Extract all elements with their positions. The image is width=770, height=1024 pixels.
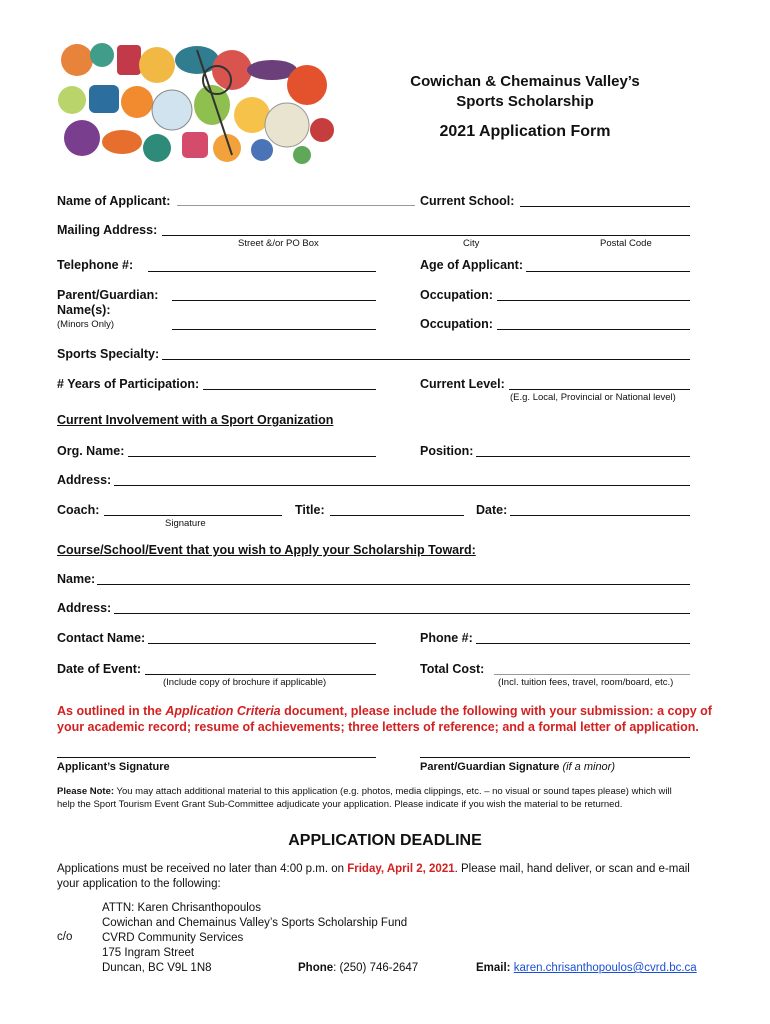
applicant-signature-field[interactable] [57, 757, 376, 758]
contact-phone: Phone: (250) 746-2647 [298, 962, 419, 974]
position-label: Position: [420, 444, 474, 458]
org-address-label: Address: [57, 473, 112, 487]
current-school-field[interactable] [520, 206, 690, 207]
contact-name-label: Contact Name: [57, 631, 146, 645]
form-title-line2: Sports Scholarship [456, 93, 594, 110]
contact-email: Email: karen.chrisanthopoulos@cvrd.bc.ca [476, 962, 697, 974]
occupation-label-1: Occupation: [420, 288, 493, 302]
please-note: Please Note: You may attach additional material to this application (e.g. photos, media clippings, etc. – no visual or sound tapes please) which will help the Sport Tourism Event Grant Sub-Committee adjudicate your application. Please indicate if you wish the material to be returned. [57, 786, 672, 810]
sports-collage-logo [57, 40, 337, 165]
postal-hint: Postal Code [600, 238, 652, 249]
course-phone-field[interactable] [476, 643, 690, 644]
course-address-label: Address: [57, 601, 112, 615]
coach-signature-field[interactable] [104, 515, 282, 516]
position-field[interactable] [476, 456, 690, 457]
guardian-names-label: Name(s): [57, 303, 111, 317]
coach-date-label: Date: [476, 503, 508, 517]
applicant-name-label: Name of Applicant: [57, 194, 171, 208]
org-name-field[interactable] [128, 456, 376, 457]
years-participation-label: # Years of Participation: [57, 377, 200, 391]
course-phone-label: Phone #: [420, 631, 473, 645]
occupation-field-1[interactable] [497, 300, 690, 301]
coach-signature-hint: Signature [165, 518, 206, 529]
age-label: Age of Applicant: [420, 258, 524, 272]
applicant-signature-label: Applicant’s Signature [57, 761, 170, 773]
sports-specialty-label: Sports Specialty: [57, 347, 160, 361]
coach-title-field[interactable] [330, 515, 464, 516]
course-name-field[interactable] [97, 584, 690, 585]
deadline-date: Friday, April 2, 2021 [347, 863, 455, 875]
course-address-field[interactable] [114, 613, 690, 614]
involvement-heading: Current Involvement with a Sport Organization [57, 413, 334, 427]
mailing-address-field[interactable] [162, 235, 690, 236]
telephone-label: Telephone #: [57, 258, 134, 272]
course-name-label: Name: [57, 572, 96, 586]
level-hint: (E.g. Local, Provincial or National level) [510, 392, 676, 403]
years-participation-field[interactable] [203, 389, 376, 390]
application-criteria-ref: Application Criteria [165, 704, 281, 718]
street-hint: Street &/or PO Box [238, 238, 319, 249]
total-cost-field[interactable] [494, 674, 690, 675]
guardian-signature-label: Parent/Guardian Signature (if a minor) [420, 761, 615, 773]
coach-title-label: Title: [295, 503, 325, 517]
cost-hint: (Incl. tuition fees, travel, room/board, etc.) [498, 677, 674, 688]
current-level-field[interactable] [509, 389, 690, 390]
brochure-hint: (Include copy of brochure if applicable) [163, 677, 327, 688]
guardian-name-field-1[interactable] [172, 300, 376, 301]
deadline-text: Applications must be received no later than 4:00 p.m. on Friday, April 2, 2021. Please mail, hand deliver, or scan and e-mail your application to the following: [57, 863, 690, 890]
city-hint: City [463, 238, 480, 249]
mailing-address-label: Mailing Address: [57, 223, 158, 237]
minors-only-hint: (Minors Only) [57, 319, 115, 330]
occupation-label-2: Occupation: [420, 317, 493, 331]
submission-notice: As outlined in the Application Criteria document, please include the following with your submission: a copy of your academic record; resume of achievements; three letters of reference; and a formal letter of application. [57, 704, 712, 734]
mailing-address-block: ATTN: Karen Chrisanthopoulos Cowichan and Chemainus Valley’s Sports Scholarship Fund CVRD Community Services 175 Ingram Street Duncan, BC V9L 1N8 [102, 902, 408, 974]
telephone-field[interactable] [148, 271, 376, 272]
age-field[interactable] [526, 271, 690, 272]
current-school-label: Current School: [420, 194, 515, 208]
deadline-heading: APPLICATION DEADLINE [288, 832, 482, 849]
total-cost-label: Total Cost: [420, 662, 485, 676]
org-name-label: Org. Name: [57, 444, 125, 458]
coach-label: Coach: [57, 503, 100, 517]
sports-specialty-field[interactable] [162, 359, 690, 360]
coach-date-field[interactable] [510, 515, 690, 516]
event-date-field[interactable] [145, 674, 376, 675]
guardian-signature-field[interactable] [420, 757, 690, 758]
email-link[interactable]: karen.chrisanthopoulos@cvrd.bc.ca [513, 962, 697, 974]
event-date-label: Date of Event: [57, 662, 142, 676]
course-heading: Course/School/Event that you wish to Apply your Scholarship Toward: [57, 543, 476, 557]
org-address-field[interactable] [114, 485, 690, 486]
form-title-line1: Cowichan & Chemainus Valley’s [410, 73, 640, 90]
applicant-name-field[interactable] [177, 205, 415, 206]
guardian-name-field-2[interactable] [172, 329, 376, 330]
current-level-label: Current Level: [420, 377, 505, 391]
care-of-label: c/o [57, 931, 73, 943]
form-subtitle: 2021 Application Form [439, 123, 611, 140]
occupation-field-2[interactable] [497, 329, 690, 330]
guardian-label: Parent/Guardian: [57, 288, 159, 302]
contact-name-field[interactable] [148, 643, 376, 644]
